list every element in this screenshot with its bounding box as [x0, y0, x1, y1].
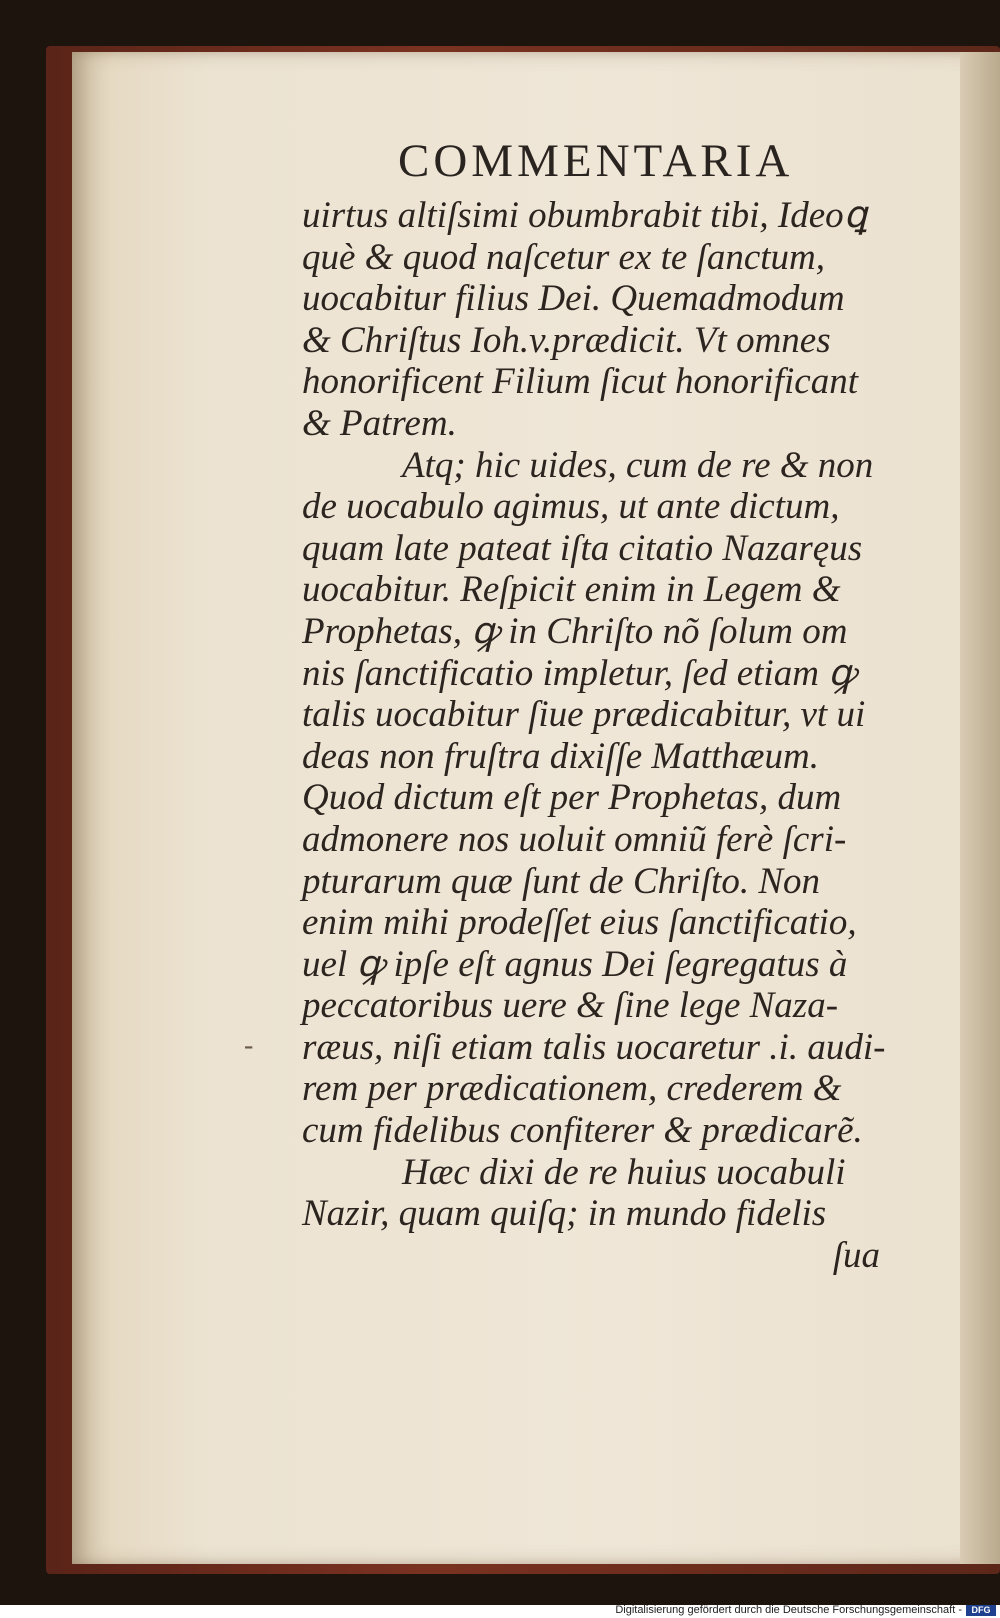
text-line: de uocabulo agimus, ut ante dictum,	[302, 486, 840, 528]
text-block	[302, 195, 962, 1276]
text-line: uel ꝙ ipſe eſt agnus Dei ſegregatus à	[302, 943, 848, 985]
text-line: uocabitur filius Dei. Quemadmodum	[302, 278, 845, 320]
text-line: admonere nos uoluit omniũ ferè ſcri-	[302, 818, 847, 860]
text-line: deas non fruſtra dixiſſe Matthæum.	[302, 735, 819, 777]
text-line: quam late pateat iſta citatio Nazaręus	[302, 527, 863, 569]
text-line: & Patrem.	[302, 402, 457, 444]
running-head: COMMENTARIA	[398, 135, 794, 187]
digitization-credit: Digitalisierung gefördert durch die Deutsche Forschungsgemeinschaft -	[615, 1604, 962, 1616]
text-line: honorificent Filium ſicut honorificant	[302, 361, 858, 403]
text-line: Atq; hic uides, cum de re & non	[402, 444, 874, 486]
text-line: uirtus altiſsimi obumbrabit tibi, Ideoꝗ	[302, 195, 868, 236]
text-line: què & quod naſcetur ex te ſanctum,	[302, 236, 826, 278]
text-line: & Chriſtus Ioh.v.prædicit. Vt omnes	[302, 319, 831, 361]
text-line: peccatoribus uere & ſine lege Naza-	[302, 985, 839, 1027]
text-line: Prophetas, ꝙ in Chriſto nõ ſolum om	[302, 610, 848, 652]
text-line: talis uocabitur ſiue prædicabitur, vt ui	[302, 694, 866, 736]
text-line: Hæc dixi de re huius uocabuli	[402, 1151, 846, 1193]
text-line: uocabitur. Reſpicit enim in Legem &	[302, 569, 841, 611]
text-line: ræus, niſi etiam talis uocaretur .i. audi-	[302, 1026, 886, 1068]
text-line: cum fidelibus confiterer & prædicarẽ.	[302, 1110, 863, 1152]
text-line: Nazir, quam quiſq; in mundo fidelis	[302, 1193, 827, 1235]
page-edge	[960, 52, 1000, 1564]
text-line: rem per prædicationem, crederem &	[302, 1068, 842, 1110]
dfg-logo: DFG	[966, 1605, 996, 1616]
catchword: ſua	[832, 1234, 880, 1276]
margin-mark: -	[244, 1030, 254, 1061]
text-line: enim mihi prodeſſet eius ſanctificatio,	[302, 902, 857, 944]
text-line: pturarum quæ ſunt de Chriſto. Non	[302, 860, 821, 902]
text-line: nis ſanctificatio impletur, ſed etiam ꝙ	[302, 652, 856, 694]
text-line: Quod dictum eſt per Prophetas, dum	[302, 777, 842, 819]
